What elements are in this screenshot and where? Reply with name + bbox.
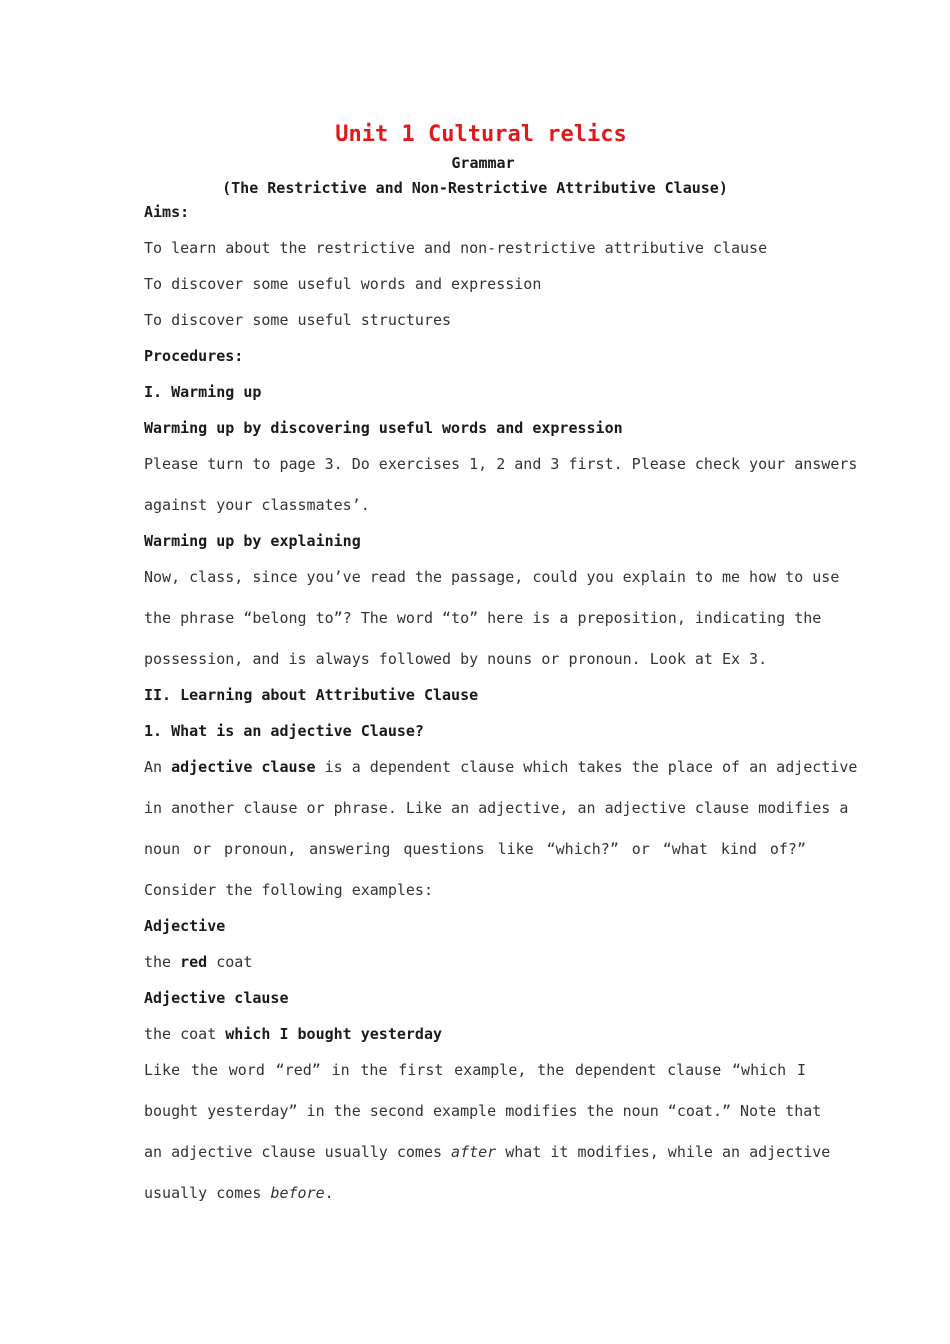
paragraph-line: Please turn to page 3. Do exercises 1, 2 and 3 first. Please check your answers — [144, 455, 858, 473]
section-heading: I. Warming up — [144, 383, 262, 401]
text-span: an adjective clause usually comes — [144, 1143, 452, 1161]
example-line — [144, 953, 806, 971]
text-span: usually comes — [144, 1184, 271, 1202]
text-span: is a dependent clause which takes the place of an adjective — [315, 758, 858, 776]
subsection-heading: Warming up by discovering useful words and expression — [144, 419, 623, 437]
text-span: what it modifies, while an adjective — [496, 1143, 831, 1161]
example-heading: Adjective — [144, 917, 226, 935]
question-heading: 1. What is an adjective Clause? — [144, 722, 424, 740]
page-subtitle: Grammar — [451, 154, 515, 172]
aim-item: To discover some useful words and expression — [144, 275, 542, 293]
example-heading: Adjective clause — [144, 989, 289, 1007]
procedures-heading: Procedures: — [144, 347, 244, 365]
text-span: coat — [207, 953, 253, 971]
text-span: . — [324, 1184, 334, 1202]
paragraph-line: possession, and is always followed by nouns or pronoun. Look at Ex 3. — [144, 650, 768, 668]
paragraph-line: against your classmates’. — [144, 496, 370, 514]
italic-term: before — [270, 1184, 325, 1202]
paragraph-line: Like the word “red” in the first example, the dependent clause “which I — [144, 1061, 806, 1079]
text-span: the coat — [144, 1025, 226, 1043]
page-subtitle-topic: (The Restrictive and Non-Restrictive Attributive Clause) — [222, 179, 728, 197]
page-title: Unit 1 Cultural relics — [335, 122, 627, 147]
paragraph-line: the phrase “belong to”? The word “to” here is a preposition, indicating the — [144, 609, 822, 627]
paragraph-line — [144, 1184, 806, 1202]
text-span: An — [144, 758, 172, 776]
subsection-heading: Warming up by explaining — [144, 532, 361, 550]
aim-item: To discover some useful structures — [144, 311, 452, 329]
paragraph-line — [144, 1143, 831, 1161]
text-span: the — [144, 953, 181, 971]
bold-term: adjective clause — [171, 758, 316, 776]
paragraph-line: noun or pronoun, answering questions like “which?” or “what kind of?” — [144, 840, 806, 858]
aims-heading: Aims: — [144, 203, 190, 221]
paragraph-line: Now, class, since you’ve read the passage, could you explain to me how to use — [144, 568, 840, 586]
paragraph-line — [144, 758, 858, 776]
bold-term: red — [180, 953, 208, 971]
example-line — [144, 1025, 806, 1043]
bold-term: which I bought yesterday — [225, 1025, 443, 1043]
paragraph-line: in another clause or phrase. Like an adjective, an adjective clause modifies a — [144, 799, 849, 817]
paragraph-line: Consider the following examples: — [144, 881, 433, 899]
section-heading: II. Learning about Attributive Clause — [144, 686, 479, 704]
aim-item: To learn about the restrictive and non-restrictive attributive clause — [144, 239, 768, 257]
italic-term: after — [451, 1143, 497, 1161]
paragraph-line: bought yesterday” in the second example modifies the noun “coat.” Note that — [144, 1102, 822, 1120]
